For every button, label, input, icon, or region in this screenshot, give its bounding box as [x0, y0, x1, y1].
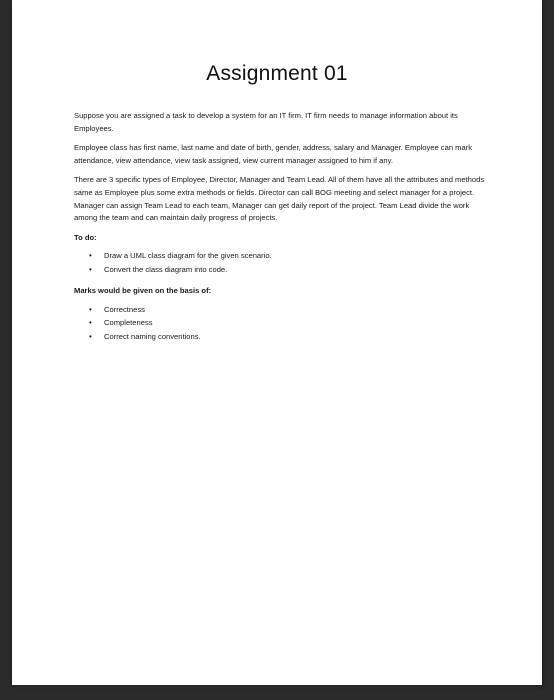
bullet-icon: • [89, 331, 92, 341]
bullet-icon: • [89, 251, 92, 261]
list-item [89, 249, 494, 263]
marks-heading: Marks would be given on the basis of: [74, 286, 212, 296]
list-item-text: Draw a UML class diagram for the given scenario. [104, 251, 272, 261]
bullet-icon: • [89, 264, 92, 274]
bullet-icon: • [89, 304, 92, 314]
paragraph-intro: Suppose you are assigned a task to develop a system for an IT firm. IT firm needs to manage information about its Employees. [74, 111, 458, 133]
list-item [89, 303, 494, 317]
paragraph-employee-class: Employee class has first name, last name and date of birth, gender, address, salary and Manager. Employee can mark attendance, view attendance, view task assigned, view current manager assigned to him if any. [74, 143, 473, 165]
document-page [12, 0, 542, 685]
list-item [89, 330, 494, 344]
document-body [74, 110, 494, 352]
list-item-text: Completeness [104, 318, 153, 328]
list-item-text: Correctness [104, 304, 145, 314]
list-item-text: Convert the class diagram into code. [104, 264, 228, 274]
marks-list [74, 303, 494, 344]
paragraph-employee-types: There are 3 specific types of Employee, Director, Manager and Team Lead. All of them have all the attributes and methods same as Employee plus some extra methods or fields. Director can call BOG meeting and select manager for a project. Manager can assign Team Lead to each team, Manager can get daily report of the project. Team Lead divide the work among the team and can maintain daily progress of projects. [74, 175, 485, 223]
document-title: Assignment 01 [206, 62, 348, 85]
list-item-text: Correct naming conventions. [104, 331, 201, 341]
list-item [89, 316, 494, 330]
bullet-icon: • [89, 318, 92, 328]
todo-list [74, 249, 494, 276]
todo-heading: To do: [74, 232, 97, 242]
list-item [89, 263, 494, 277]
